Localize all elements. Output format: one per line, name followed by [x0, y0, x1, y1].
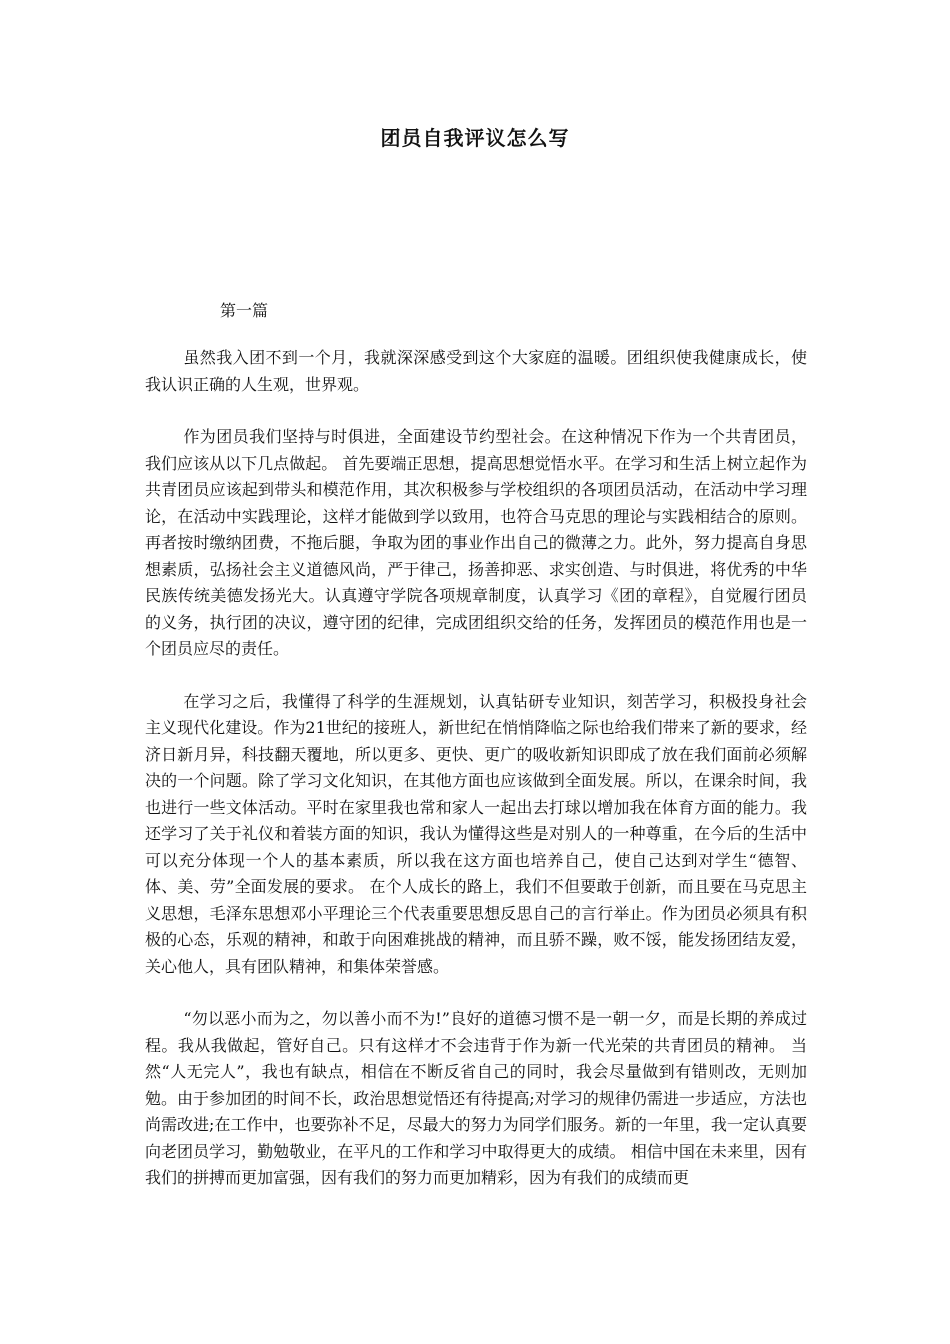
paragraph-4: “勿以恶小而为之，勿以善小而不为!”良好的道德习惯不是一朝一夕，而是长期的养成过程。我从我做起，管好自己。只有这样才不会违背于作为新一代光荣的共青团员的精神。 当然“人无完人”，我也有缺点，相信在不断反省自己的同时，我会尽量做到有错则改，无则加勉。由于参加团的时间不长，政治思想觉悟还有待提高;对学习的规律仍需进一步适应，方法也尚需改进;在工作中，也要弥补不足，尽最大的努力为同学们服务。新的一年里，我一定认真要向老团员学习，勤勉敬业，在平凡的工作和学习中取得更大的成绩。 相信中国在未来里，因有我们的拼搏而更加富强，因有我们的努力而更加精彩，因为有我们的成绩而更 [145, 1009, 807, 1187]
section-label: 第一篇 [220, 301, 269, 320]
paragraph-1: 虽然我入团不到一个月，我就深深感受到这个大家庭的温暖。团组织使我健康成长，使我认识正确的人生观，世界观。 [145, 348, 807, 394]
document-body [145, 345, 807, 1218]
paragraph-2: 作为团员我们坚持与时俱进，全面建设节约型社会。在这种情况下作为一个共青团员，我们应该从以下几点做起。 首先要端正思想，提高思想觉悟水平。在学习和生活上树立起作为共青团员应该起到带头和模范作用，其次积极参与学校组织的各项团员活动，在活动中学习理论，在活动中实践理论，这样才能做到学以致用，也符合马克思的理论与实践相结合的原则。再者按时缴纳团费，不拖后腿，争取为团的事业作出自己的微薄之力。此外，努力提高自身思想素质，弘扬社会主义道德风尚，严于律己，扬善抑恶、求实创造、与时俱进，将优秀的中华民族传统美德发扬光大。认真遵守学院各项规章制度，认真学习《团的章程》，自觉履行团员的义务，执行团的决议，遵守团的纪律，完成团组织交给的任务，发挥团员的模范作用也是一个团员应尽的责任。 [145, 427, 807, 658]
paragraph-3: 在学习之后，我懂得了科学的生涯规划，认真钻研专业知识，刻苦学习，积极投身社会主义现代化建设。作为21世纪的接班人，新世纪在悄悄降临之际也给我们带来了新的要求，经济日新月异，科技翻天覆地，所以更多、更快、更广的吸收新知识即成了放在我们面前必须解决的一个问题。除了学习文化知识，在其他方面也应该做到全面发展。所以，在课余时间，我也进行一些文体活动。平时在家里我也常和家人一起出去打球以增加我在体育方面的能力。我还学习了关于礼仪和着装方面的知识，我认为懂得这些是对别人的一种尊重，在今后的生活中可以充分体现一个人的基本素质，所以我在这方面也培养自己，使自己达到对学生“德智、体、美、劳”全面发展的要求。 在个人成长的路上，我们不但要敢于创新，而且要在马克思主义思想，毛泽东思想邓小平理论三个代表重要思想反思自己的言行举止。作为团员必须具有积极的心态，乐观的精神，和敢于向困难挑战的精神，而且骄不躁，败不馁，能发扬团结友爱，关心他人，具有团队精神，和集体荣誉感。 [145, 691, 807, 976]
document-title: 团员自我评议怎么写 [380, 126, 570, 150]
